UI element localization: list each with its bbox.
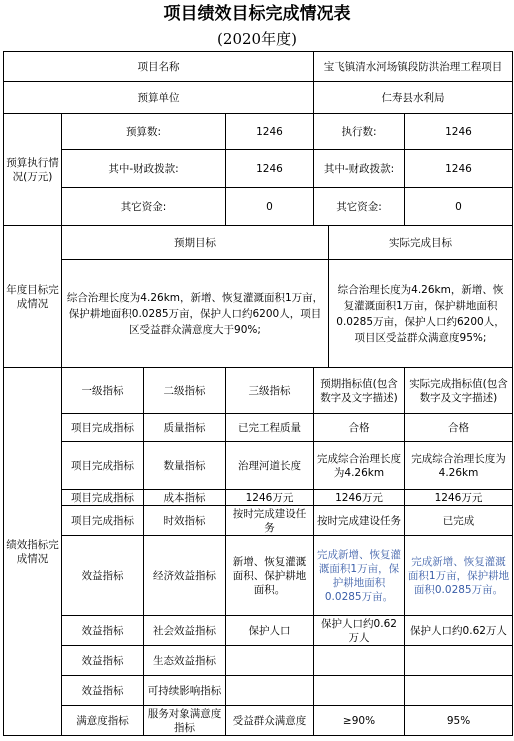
level1-cell: 效益指标 <box>62 646 144 676</box>
actual-value-cell: 完成新增、恢复灌溉面积1万亩，保护耕地面积0.0285万亩。 <box>405 536 513 616</box>
indicator-row-social <box>4 616 513 646</box>
other-exec-label: 其它资金: <box>314 188 405 226</box>
planned-value-cell: 按时完成建设任务 <box>314 506 405 536</box>
actual-goal-text: 综合治理长度为4.26km，新增、恢复灌溉面积1万亩，保护耕地面积0.0285万亩，保护人口约6200人，项目区受益群众满意度95%; <box>329 260 513 368</box>
annual-content-row <box>4 260 513 368</box>
actual-value-cell: 完成综合治理长度为4.26km <box>405 442 513 490</box>
annual-header-row <box>4 226 513 260</box>
other-budget-label: 其它资金: <box>62 188 226 226</box>
indicator-row-quality <box>4 414 513 442</box>
level1-cell: 项目完成指标 <box>62 414 144 442</box>
planned-goal-text: 综合治理长度为4.26km，新增、恢复灌溉面积1万亩，保护耕地面积0.0285万亩，保护人口约6200人，项目区受益群众满意度大于90%; <box>62 260 329 368</box>
planned-value-cell <box>314 646 405 676</box>
budget-section-label: 预算执行情况(万元) <box>4 114 62 226</box>
level2-cell: 经济效益指标 <box>144 536 226 616</box>
planned-value-cell: 保护人口约0.62万人 <box>314 616 405 646</box>
exec-amount-label: 执行数: <box>314 114 405 150</box>
fiscal-row <box>4 150 513 188</box>
budget-row <box>4 114 513 150</box>
level1-cell: 满意度指标 <box>62 706 144 736</box>
level3-cell: 新增、恢复灌溉面积、保护耕地面积。 <box>226 536 314 616</box>
annual-section-label: 年度目标完成情况 <box>4 226 62 368</box>
level1-cell: 项目完成指标 <box>62 490 144 506</box>
fiscal-budget-label: 其中-财政拨款: <box>62 150 226 188</box>
fiscal-exec-value: 1246 <box>405 150 513 188</box>
header-planned-value: 预期指标值(包含数字及文字描述) <box>314 368 405 414</box>
indicator-row-economic <box>4 536 513 616</box>
actual-value-cell <box>405 676 513 706</box>
fiscal-exec-label: 其中-财政拨款: <box>314 150 405 188</box>
actual-value-cell: 合格 <box>405 414 513 442</box>
indicator-row-ecological <box>4 646 513 676</box>
level2-cell: 质量指标 <box>144 414 226 442</box>
actual-value-cell: 已完成 <box>405 506 513 536</box>
level3-cell: 受益群众满意度 <box>226 706 314 736</box>
level1-cell: 项目完成指标 <box>62 506 144 536</box>
level3-cell: 1246万元 <box>226 490 314 506</box>
other-funds-row <box>4 188 513 226</box>
actual-value-cell: 保护人口约0.62万人 <box>405 616 513 646</box>
indicator-row-sustainability <box>4 676 513 706</box>
budget-amount-label: 预算数: <box>62 114 226 150</box>
planned-value-cell: 1246万元 <box>314 490 405 506</box>
level3-cell <box>226 646 314 676</box>
indicator-header-row <box>4 368 513 414</box>
planned-goal-header: 预期目标 <box>62 226 329 260</box>
level2-cell: 成本指标 <box>144 490 226 506</box>
project-name-row <box>4 52 513 82</box>
fiscal-budget-value: 1246 <box>226 150 314 188</box>
budget-amount-value: 1246 <box>226 114 314 150</box>
planned-value-cell: ≥90% <box>314 706 405 736</box>
level3-cell <box>226 676 314 706</box>
budget-unit-label: 预算单位 <box>4 82 314 114</box>
header-level2: 二级指标 <box>144 368 226 414</box>
planned-value-cell: 合格 <box>314 414 405 442</box>
project-name-label: 项目名称 <box>4 52 314 82</box>
level2-cell: 社会效益指标 <box>144 616 226 646</box>
project-name-value: 宝飞镇清水河场镇段防洪治理工程项目 <box>314 52 513 82</box>
indicator-row-quantity <box>4 442 513 490</box>
other-budget-value: 0 <box>226 188 314 226</box>
exec-amount-value: 1246 <box>405 114 513 150</box>
level3-cell: 按时完成建设任务 <box>226 506 314 536</box>
indicator-row-satisfaction <box>4 706 513 736</box>
performance-table <box>3 51 513 736</box>
level3-cell: 治理河道长度 <box>226 442 314 490</box>
header-actual-value: 实际完成指标值(包含数字及文字描述) <box>405 368 513 414</box>
other-exec-value: 0 <box>405 188 513 226</box>
level2-cell: 生态效益指标 <box>144 646 226 676</box>
level1-cell: 效益指标 <box>62 616 144 646</box>
planned-value-cell: 完成综合治理长度为4.26km <box>314 442 405 490</box>
indicator-row-cost <box>4 490 513 506</box>
level1-cell: 效益指标 <box>62 676 144 706</box>
level1-cell: 项目完成指标 <box>62 442 144 490</box>
actual-goal-header: 实际完成目标 <box>329 226 513 260</box>
actual-value-cell <box>405 646 513 676</box>
planned-value-cell: 完成新增、恢复灌溉面积1万亩，保护耕地面积0.0285万亩。 <box>314 536 405 616</box>
page-title: 项目绩效目标完成情况表 <box>163 4 351 24</box>
level2-cell: 服务对象满意度指标 <box>144 706 226 736</box>
level2-cell: 时效指标 <box>144 506 226 536</box>
actual-value-cell: 1246万元 <box>405 490 513 506</box>
budget-unit-value: 仁寿县水利局 <box>314 82 513 114</box>
level2-cell: 可持续影响指标 <box>144 676 226 706</box>
level2-cell: 数量指标 <box>144 442 226 490</box>
indicator-row-timeliness <box>4 506 513 536</box>
header-level3: 三级指标 <box>226 368 314 414</box>
indicator-section-label: 绩效指标完成情况 <box>4 368 62 736</box>
budget-unit-row <box>4 82 513 114</box>
report-year: (2020年度) <box>217 30 297 48</box>
planned-value-cell <box>314 676 405 706</box>
header-level1: 一级指标 <box>62 368 144 414</box>
actual-value-cell: 95% <box>405 706 513 736</box>
level3-cell: 已完工程质量 <box>226 414 314 442</box>
level1-cell: 效益指标 <box>62 536 144 616</box>
level3-cell: 保护人口 <box>226 616 314 646</box>
